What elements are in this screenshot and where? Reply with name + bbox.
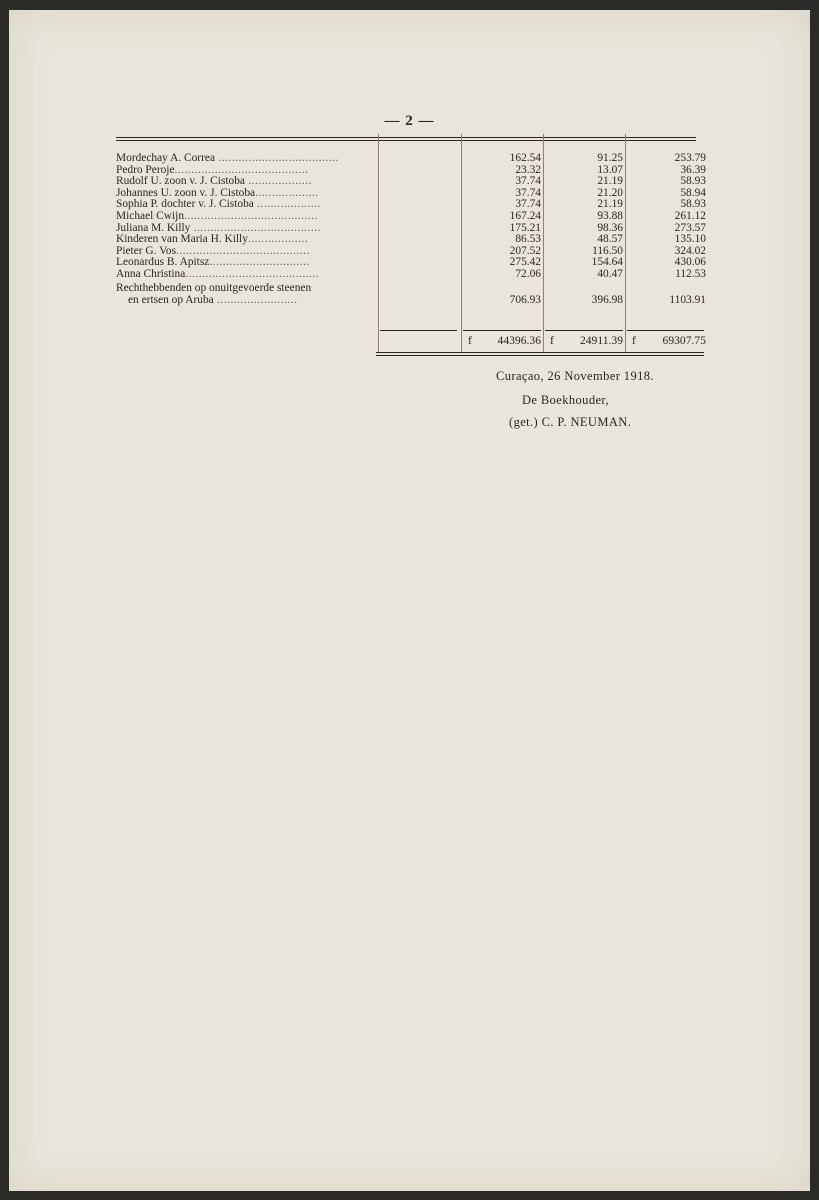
row-value-1: 275.42 [509, 256, 541, 269]
row-value-3: 324.02 [674, 244, 706, 257]
row-value-3: 36.39 [680, 163, 706, 176]
row-value-1: 86.53 [515, 233, 541, 246]
row-value-1: 162.54 [509, 152, 541, 164]
signatory-title: De Boekhouder, [522, 393, 610, 407]
row-name: Michael Cwijn [116, 210, 185, 222]
table-row: en ertsen op Aruba ........................ 706.93 396.98 1103.91 [128, 294, 706, 307]
row-value-2: 48.57 [597, 233, 623, 246]
row-value-1: 72.06 [515, 267, 541, 280]
row-value-2: 21.19 [597, 198, 623, 211]
place-date: Curaçao, 26 November 1918. [496, 369, 654, 383]
top-double-rule-a [116, 137, 696, 138]
table-row: Johannes U. zoon v. J. Cistoba................... 37.74 21.20 58.94 [116, 186, 706, 199]
ledger-table [116, 141, 706, 307]
row-value-1: 207.52 [509, 244, 541, 257]
row-value-2: 91.25 [597, 152, 623, 164]
row-name: Rudolf U. zoon v. J. Cistoba [116, 176, 245, 188]
row-name-line1: Rechthebbenden op onuitgevoerde steenen [116, 282, 312, 294]
row-value-1: 706.93 [509, 294, 541, 307]
row-value-3: 58.93 [680, 198, 706, 211]
bottom-double-rule-b [376, 355, 704, 356]
subtotal-rule-b [463, 330, 541, 331]
row-name: Sophia P. dochter v. J. Cistoba [116, 199, 254, 211]
row-value-2: 13.07 [597, 163, 623, 176]
table-row [116, 283, 696, 295]
row-name: Kinderen van Maria H. Killy [116, 234, 248, 246]
row-value-1: 167.24 [509, 209, 541, 222]
table-row: Pedro Peroje........................................ 23.32 13.07 36.39 [116, 163, 706, 176]
row-value-3: 430.06 [674, 256, 706, 269]
totals-row [116, 334, 706, 348]
bottom-double-rule-a [376, 352, 704, 353]
row-value-3: 253.79 [674, 152, 706, 164]
row-name: Anna Christina [116, 268, 186, 280]
currency-symbol: f [632, 334, 636, 347]
row-value-2: 21.20 [597, 186, 623, 199]
subtotal-rule-c [545, 330, 623, 331]
currency-symbol: f [550, 334, 554, 347]
row-name: Juliana M. Killy [116, 222, 191, 234]
row-value-1: 37.74 [515, 198, 541, 211]
row-value-2: 396.98 [591, 294, 623, 307]
row-value-2: 154.64 [591, 256, 623, 269]
table-row: Pieter G. Vos........................................ 207.52 116.50 324.02 [116, 244, 706, 257]
subtotal-rule-d [627, 330, 704, 331]
table-row: Sophia P. dochter v. J. Cistoba ................... 37.74 21.19 58.93 [116, 198, 706, 211]
row-name: Pedro Peroje [116, 164, 175, 176]
page-number: — 2 — [384, 113, 435, 129]
table-row: Kinderen van Maria H. Killy.................. 86.53 48.57 135.10 [116, 233, 706, 246]
row-value-3: 273.57 [674, 221, 706, 234]
row-value-1: 175.21 [509, 221, 541, 234]
signature-name: (get.) C. P. NEUMAN. [509, 415, 632, 429]
row-value-3: 58.93 [680, 175, 706, 188]
row-value-1: 37.74 [515, 175, 541, 188]
table-row: Rudolf U. zoon v. J. Cistoba ................... 37.74 21.19 58.93 [116, 175, 706, 188]
table-row: Michael Cwijn........................................ 167.24 93.88 261.12 [116, 209, 706, 222]
row-value-2: 98.36 [597, 221, 623, 234]
row-value-2: 21.19 [597, 175, 623, 188]
subtotal-rule-a [380, 330, 457, 331]
table-row: Leonardus B. Apitsz.............................. 275.42 154.64 430.06 [116, 256, 706, 269]
row-name-line2: en ertsen op Aruba [128, 295, 214, 307]
row-value-2: 116.50 [592, 244, 623, 257]
table-row: Mordechay A. Correa .................................... 162.54 91.25 253.79 [116, 152, 706, 164]
table-row: Juliana M. Killy ...................................... 175.21 98.36 273.57 [116, 221, 706, 234]
row-value-3: 1103.91 [669, 294, 706, 307]
row-value-3: 58.94 [680, 186, 706, 199]
total-value-2: 24911.39 [579, 334, 623, 347]
row-name: Leonardus B. Apitsz [116, 257, 210, 269]
row-name: Pieter G. Vos [116, 245, 177, 257]
row-value-1: 23.32 [515, 163, 541, 176]
row-value-3: 112.53 [675, 267, 706, 280]
row-value-2: 93.88 [597, 209, 623, 222]
total-value-3: 69307.75 [662, 334, 706, 347]
total-value-1: 44396.36 [497, 334, 541, 347]
currency-symbol: f [468, 334, 472, 347]
table-row: Anna Christina........................................ 72.06 40.47 112.53 [116, 267, 706, 280]
row-value-3: 135.10 [674, 233, 706, 246]
row-name: Mordechay A. Correa [116, 153, 216, 164]
row-value-2: 40.47 [597, 267, 623, 280]
row-name: Johannes U. zoon v. J. Cistoba [116, 187, 256, 199]
row-value-3: 261.12 [674, 209, 706, 222]
row-value-1: 37.74 [515, 186, 541, 199]
